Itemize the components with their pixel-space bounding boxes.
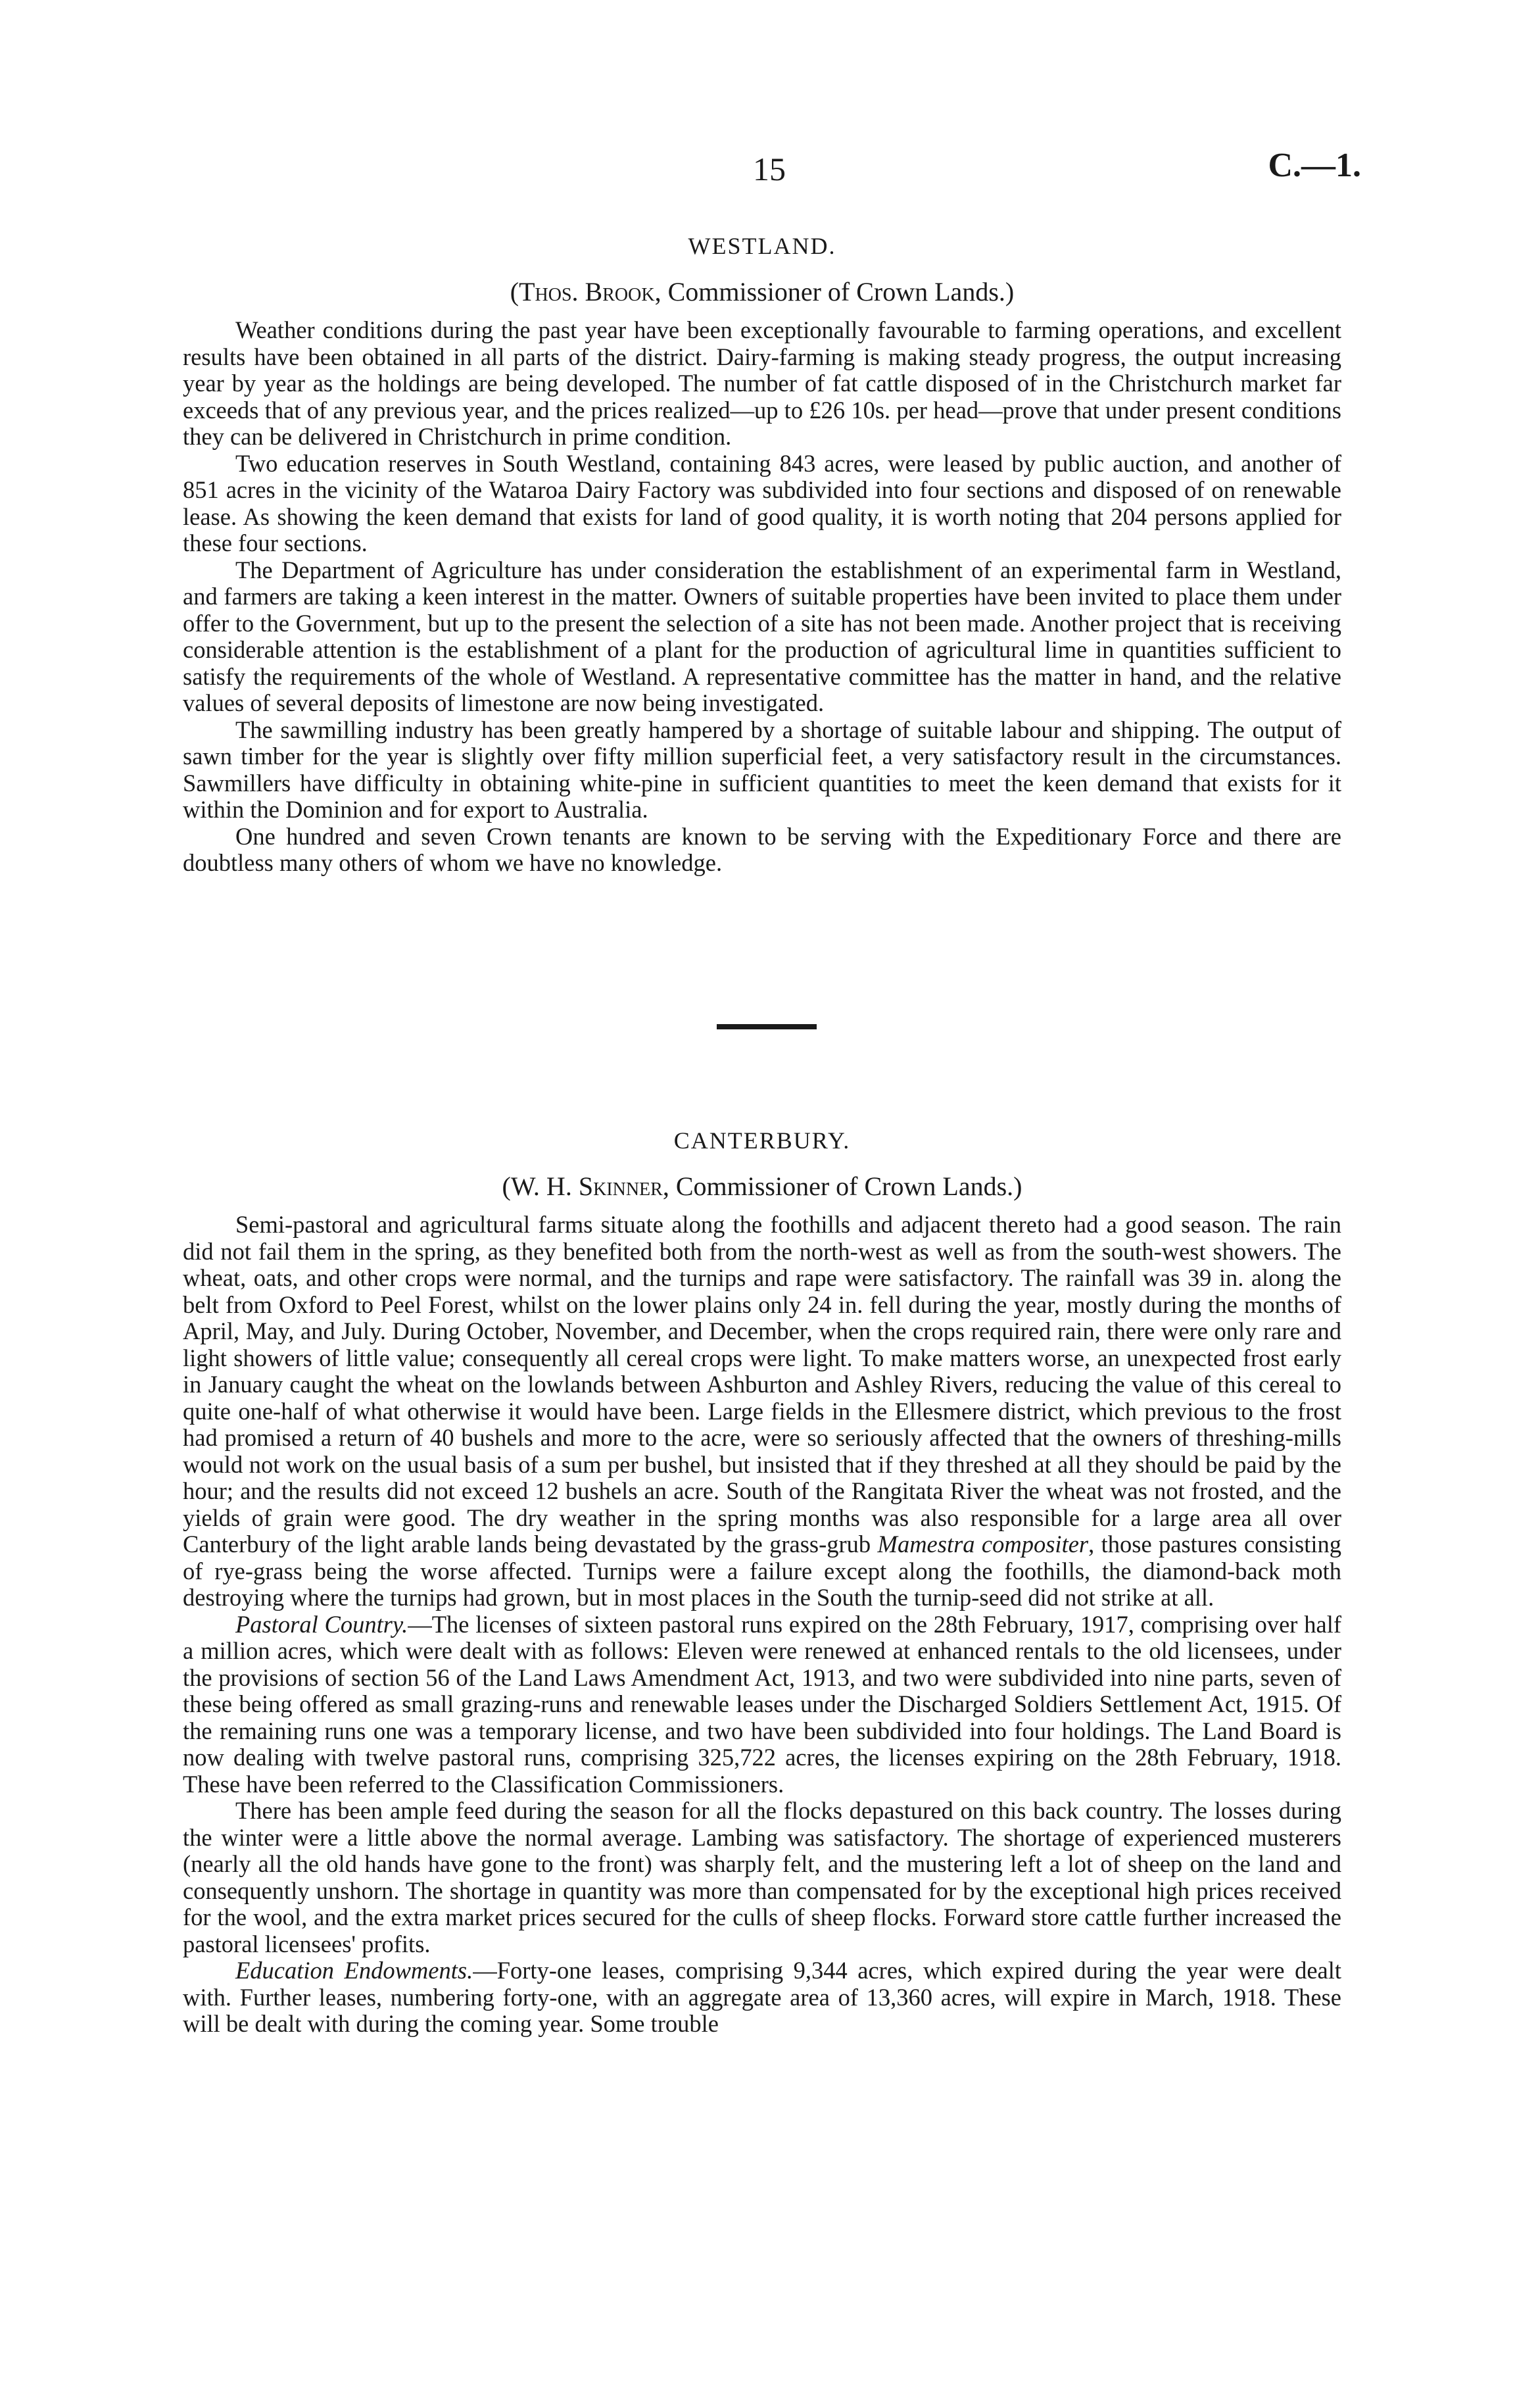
canterbury-byline-initials: (W. H. — [502, 1171, 579, 1201]
westland-section — [183, 232, 1341, 877]
grass-grub-species: Mamestra compositer — [877, 1531, 1089, 1558]
canterbury-paragraph-1 — [183, 1212, 1341, 1611]
education-endowments-paragraph — [183, 1957, 1341, 2038]
pastoral-country-text: —The licenses of sixteen pastoral runs expired on the 28th February, 1917, comprising over half a million acres, which were dealt with as follows: Eleven were renewed at enhanced rentals to the old licensees, under the provisions of section 56 of the Land Laws Amendment Act, 1913, and two were subdivided into nine parts, seven of these being offered as small grazing-runs and renewable leases under the Discharged Soldiers Settlement Act, 1915. Of the remaining runs one was a temporary license, and two have been subdivided into four holdings. The Land Board is now dealing with twelve pastoral runs, comprising 325,722 acres, the licenses expiring on the 28th February, 1918. These have been referred to the Classification Commissioners. — [183, 1610, 1341, 1798]
westland-paragraph-5: One hundred and seven Crown tenants are known to be serving with the Expeditionary Force and there are doubtless many others of whom we have no knowledge. — [183, 822, 1341, 876]
westland-paragraph-1: Weather conditions during the past year have been exceptionally favourable to farming operations, and excellent results have been obtained in all parts of the district. Dairy-farming is making steady progress, the output increasing year by year as the holdings are being developed. The number of fat cattle disposed of in the Christchurch market far exceeds that of any previous year, and the prices realized—up to £26 10s. per head—prove that under present conditions they can be delivered in Christchurch in prime condition. — [183, 316, 1341, 450]
document-reference: C.—1. — [1268, 147, 1361, 184]
westland-paragraph-2: Two education reserves in South Westland, containing 843 acres, were leased by public auction, and another of 851 acres in the vicinity of the Wataroa Dairy Factory was subdivided into four sections and disposed of on renewable lease. As showing the keen demand that exists for land of good quality, it is worth noting that 204 persons applied for these four sections. — [183, 449, 1341, 556]
pastoral-country-paragraph — [183, 1611, 1341, 1798]
education-endowments-heading: Education Endowments. — [235, 1957, 473, 1984]
westland-byline: (Thos. Brook, Commissioner of Crown Lands.) — [510, 277, 1015, 307]
canterbury-byline — [183, 1171, 1341, 1202]
canterbury-commissioner-name: Skinner — [578, 1171, 663, 1201]
westland-paragraph-3: The Department of Agriculture has under consideration the establishment of an experimental farm in Westland, and farmers are taking a keen interest in the matter. Owners of suitable properties have been invited to place them under offer to the Government, but up to the present the selection of a site has not been made. Another project that is receiving considerable attention is the establishment of a plant for the production of agricultural lime in quantities sufficient to satisfy the requirements of the whole of Westland. A representative committee has the matter in hand, and the relative values of several deposits of limestone are now being investigated. — [183, 556, 1341, 716]
canterbury-p1-text-b: , those pastures consisting of rye-grass being the worse affected. Turnips were a failure except along the foothills, the diamond-back moth destroying where the turnips had grown, but in most places in the South the turnip-seed did not strike at all. — [183, 1531, 1342, 1611]
page-number: 15 — [753, 151, 786, 187]
westland-paragraph-4: The sawmilling industry has been greatly hampered by a shortage of suitable labour and shipping. The output of sawn timber for the year is slightly over fifty million superficial feet, a very satisfactory result in the circumstances. Sawmillers have difficulty in obtaining white-pine in sufficient quantities to meet the keen demand that exists for it within the Dominion and for export to Australia. — [183, 716, 1341, 823]
canterbury-paragraph-3: There has been ample feed during the season for all the flocks depastured on this back country. The losses during the winter were a little above the normal average. Lambing was satisfactory. The shortage of experienced musterers (nearly all the old hands have gone to the front) was sharply felt, and the mustering left a lot of sheep on the land and consequently unshorn. The shortage in quantity was more than compensated for by the exceptional high prices received for the wool, and the extra market prices secured for the culls of sheep flocks. Forward store cattle further increased the pastoral licensees' profits. — [183, 1797, 1341, 1957]
canterbury-heading: CANTERBURY. — [673, 1127, 851, 1154]
section-divider — [717, 1024, 817, 1029]
pastoral-country-heading: Pastoral Country. — [235, 1610, 408, 1638]
canterbury-p1-text-a: Semi-pastoral and agricultural farms situate along the foothills and adjacent thereto had a good season. The rain did not fail them in the spring, as they benefited both from the north-west as well as from the south-west showers. The wheat, oats, and other crops were normal, and the turnips and rape were satisfactory. The rainfall was 39 in. along the belt from Oxford to Peel Forest, whilst on the lower plains only 24 in. fell during the year, mostly during the months of April, May, and July. During October, November, and December, when the crops required rain, there were only rare and light showers of little value; consequently all cereal crops were light. To make matters worse, an unexpected frost early in January caught the wheat on the lowlands between Ashburton and Ashley Rivers, reducing the value of this cereal to quite one-half of what otherwise it would have been. Large fields in the Ellesmere district, which previous to the frost had promised a return of 40 bushels and more to the acre, were so seriously affected that the owners of threshing-mills would not work on the usual basis of a sum per bushel, but insisted that if they threshed at all they should be paid by the hour; and the results did not exceed 12 bushels an acre. South of the Rangitata River the wheat was not frosted, and the yields of grain were good. The dry weather in the spring months was also responsible for a large area all over Canterbury of the light arable lands being devastated by the grass-grub — [183, 1211, 1341, 1558]
westland-byline-title: , Commissioner of Crown Lands.) — [654, 277, 1015, 307]
westland-commissioner-name: Thos. Brook — [519, 277, 655, 307]
canterbury-byline-title: , Commissioner of Crown Lands.) — [662, 1171, 1022, 1201]
westland-heading: WESTLAND. — [688, 233, 836, 259]
canterbury-section — [183, 1126, 1341, 2038]
education-endowments-text: —Forty-one leases, comprising 9,344 acres, which expired during the year were dealt with. Further leases, numbering forty-one, with an aggregate area of 13,360 acres, will expire in March, 1918. These will be dealt with during the coming year. Some trouble — [183, 1957, 1342, 2037]
